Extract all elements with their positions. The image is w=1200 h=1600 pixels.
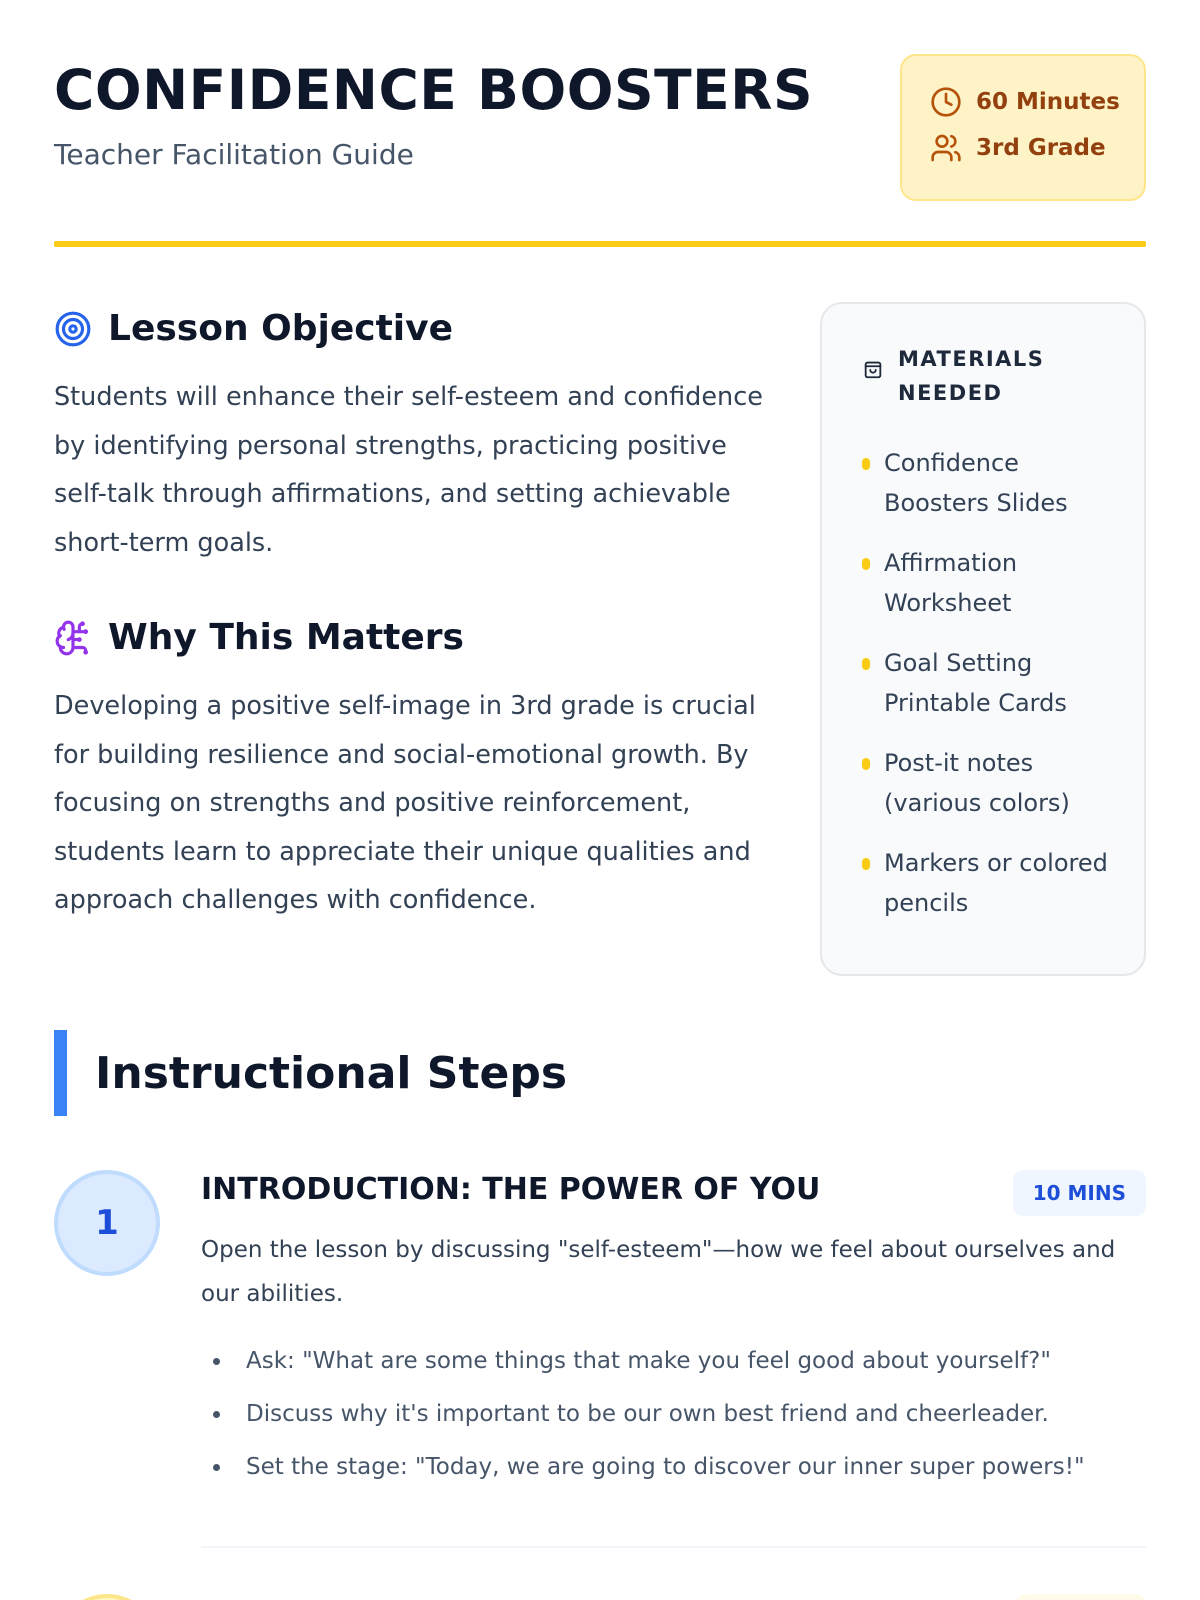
steps-accent-bar <box>54 1030 67 1116</box>
materials-item <box>862 543 1124 623</box>
steps-title: Instructional Steps <box>95 1047 568 1099</box>
bullet-dot <box>213 1358 220 1365</box>
bullet-dot <box>862 758 870 770</box>
step-divider <box>201 1546 1146 1548</box>
lesson-meta-card <box>900 54 1146 201</box>
step-number-badge: 1 <box>54 1170 160 1276</box>
objective-title: Lesson Objective <box>108 308 454 349</box>
objective-heading <box>54 308 453 349</box>
why-text: Developing a positive self-image in 3rd grade is crucial for building resilience and social-emotional growth. By focusing on strengths and positive reinforcement, students learn to appreciate their unique qualities and approach challenges with confidence. <box>54 691 756 915</box>
materials-item <box>862 643 1124 723</box>
list-item-text: Set the stage: "Today, we are going to discover our inner super powers!" <box>246 1454 1085 1480</box>
next-step-number-badge <box>54 1594 160 1600</box>
materials-item-label: Affirmation Worksheet <box>884 549 1018 617</box>
users-icon <box>930 132 962 164</box>
bullet-dot <box>213 1411 220 1418</box>
materials-item <box>862 843 1124 923</box>
step-bullet-list <box>201 1340 1121 1499</box>
bullet-dot <box>862 858 870 870</box>
materials-item-label: Post-it notes (various colors) <box>884 749 1070 817</box>
list-item-text: Ask: "What are some things that make you feel good about yourself?" <box>246 1348 1051 1374</box>
materials-item-label: Markers or colored pencils <box>884 849 1108 917</box>
step-description: Open the lesson by discussing "self-esteem"—how we feel about ourselves and our abilities. <box>201 1237 1116 1307</box>
duration-row <box>930 86 1144 118</box>
materials-list <box>862 443 1124 923</box>
list-item <box>201 1393 1121 1446</box>
header-divider <box>54 241 1146 247</box>
bullet-dot <box>862 558 870 570</box>
materials-title: MATERIALS NEEDED <box>898 347 1045 405</box>
page-title: CONFIDENCE BOOSTERS <box>54 58 814 122</box>
step-title: INTRODUCTION: THE POWER OF YOU <box>201 1172 821 1207</box>
list-item <box>201 1446 1121 1499</box>
bullet-dot <box>862 658 870 670</box>
clock-icon <box>930 86 962 118</box>
duration-label: 60 Minutes <box>976 89 1120 115</box>
why-title: Why This Matters <box>108 617 464 658</box>
bullet-dot <box>213 1464 220 1471</box>
objective-text: Students will enhance their self-esteem and confidence by identifying personal strengths, practicing positive self-talk through affirmations, and setting achievable short-term goals. <box>54 382 763 558</box>
materials-heading <box>862 342 1124 410</box>
target-icon <box>54 310 92 348</box>
bullet-dot <box>862 458 870 470</box>
materials-item <box>862 743 1124 823</box>
materials-item-label: Confidence Boosters Slides <box>884 449 1068 517</box>
why-heading <box>54 617 464 658</box>
materials-card <box>820 302 1146 976</box>
brain-icon <box>54 619 92 657</box>
steps-heading <box>54 1030 567 1116</box>
materials-item-label: Goal Setting Printable Cards <box>884 649 1067 717</box>
bag-icon <box>862 358 884 380</box>
next-step-duration-badge <box>1016 1594 1146 1600</box>
page-header <box>54 54 1146 204</box>
materials-item <box>862 443 1124 523</box>
list-item-text: Discuss why it's important to be our own best friend and cheerleader. <box>246 1401 1049 1427</box>
grade-label: 3rd Grade <box>976 135 1106 161</box>
step-duration-badge: 10 MINS <box>1013 1170 1146 1216</box>
grade-row <box>930 132 1144 164</box>
list-item <box>201 1340 1121 1393</box>
page-subtitle: Teacher Facilitation Guide <box>54 138 414 171</box>
